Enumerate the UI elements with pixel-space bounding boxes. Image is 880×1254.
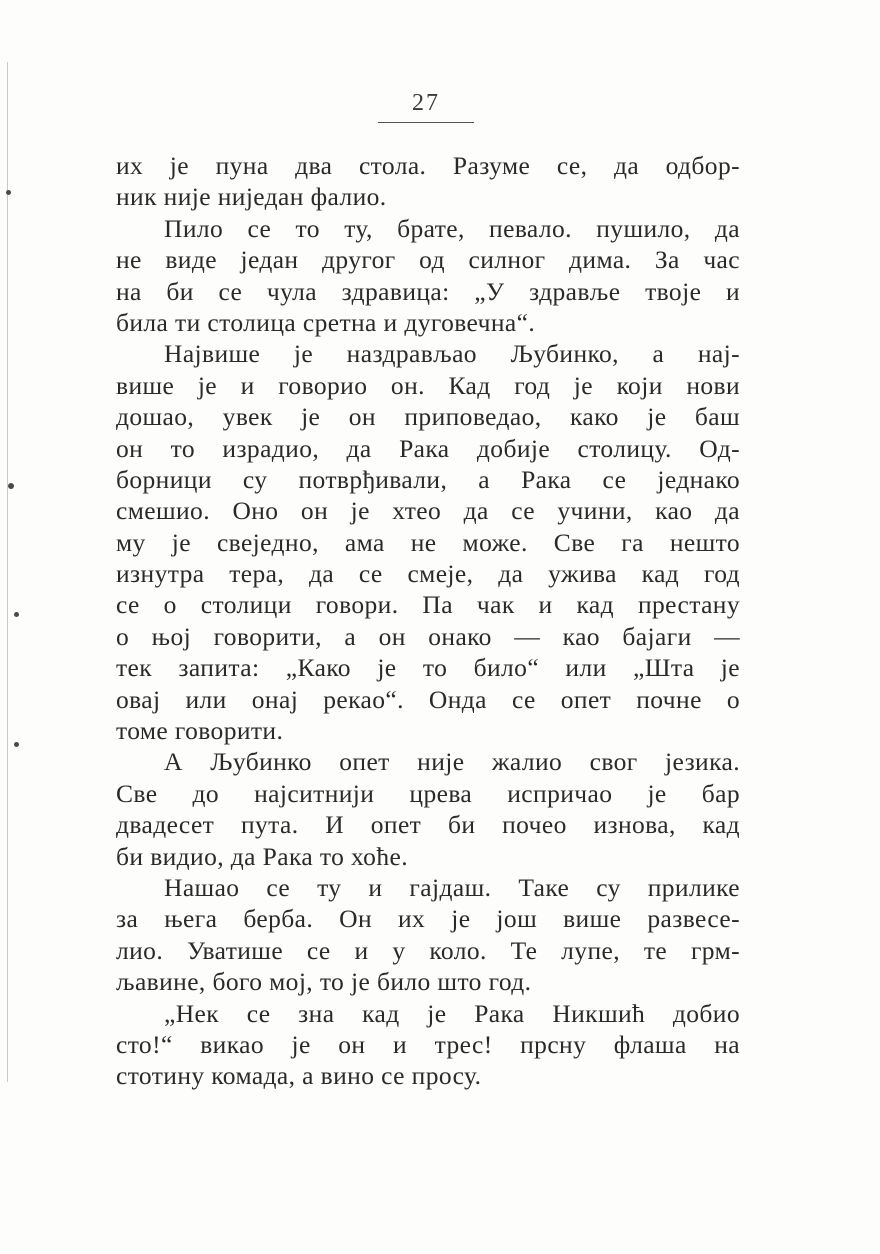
text-line: стотину комада, а вино се просу. — [116, 1061, 482, 1091]
text-line: више је и говорио он. Кад год је који нови — [116, 370, 740, 400]
text-line: не виде један другог од силног дима. За час — [116, 245, 740, 275]
text-line: Све до најситнији црева испричао је бар — [116, 778, 740, 808]
text-line: се о столици говори. Па чак и кад престану — [116, 590, 740, 620]
header-rule — [378, 122, 474, 123]
text-line: двадесет пута. И опет би почео изнова, кад — [116, 810, 740, 840]
page-number: 27 — [412, 90, 440, 116]
text-line: дошао, увек је он приповедао, како је баш — [116, 402, 740, 432]
text-line: Пило се то ту, брате, певало. пушило, да — [164, 213, 740, 243]
text-line: Највише је наздрављао Љубинко, а нај- — [164, 339, 740, 369]
text-line: на би се чула здравица: „У здравље твоје и — [116, 276, 740, 306]
margin-speck — [8, 483, 14, 489]
text-line: лио. Уватише се и у коло. Те лупе, те грм- — [116, 935, 740, 965]
text-line: изнутра тера, да се смеје, да ужива кад год — [116, 559, 740, 589]
text-line: сто!“ викао је он и трес! прсну флаша на — [116, 1029, 740, 1059]
text-line: Нашао се ту и гајдаш. Таке су прилике — [164, 872, 740, 902]
text-line: за њега берба. Он их је још више развесе- — [116, 904, 740, 934]
margin-speck — [14, 612, 19, 617]
text-line: о њој говорити, а он онако — као бајаги — — [116, 621, 740, 651]
text-line: била ти столица сретна и дуговечна“. — [116, 307, 536, 337]
text-line: А Љубинко опет није жалио свог језика. — [164, 747, 740, 777]
text-line: смешио. Оно он је хтео да се учини, као да — [116, 496, 740, 526]
text-line: овај или онај рекао“. Онда се опет почне о — [116, 684, 740, 714]
text-line: му је свеједно, ама не може. Све га нешто — [116, 527, 740, 557]
text-line: борници су потврђивали, а Рака се једнако — [116, 464, 740, 494]
text-line: тек запита: „Како је то било“ или „Шта је — [116, 653, 740, 683]
margin-speck — [6, 190, 11, 195]
text-line: ник није ниједан фалио. — [116, 182, 387, 212]
text-line: томе говорити. — [116, 716, 284, 746]
margin-speck — [14, 742, 19, 747]
text-line: љавине, бого мој, то је било што год. — [116, 967, 532, 997]
page-edge-rule — [7, 62, 8, 1082]
body-text — [116, 150, 740, 1092]
text-line: би видио, да Рака то хоће. — [116, 841, 408, 871]
page-header — [378, 88, 474, 123]
text-line: их је пуна два стола. Разуме се, да одбор- — [116, 151, 740, 180]
text-line: он то израдио, да Рака добије столицу. Од- — [116, 433, 740, 463]
text-line: „Нек се зна кад је Рака Никшић добио — [164, 998, 740, 1028]
